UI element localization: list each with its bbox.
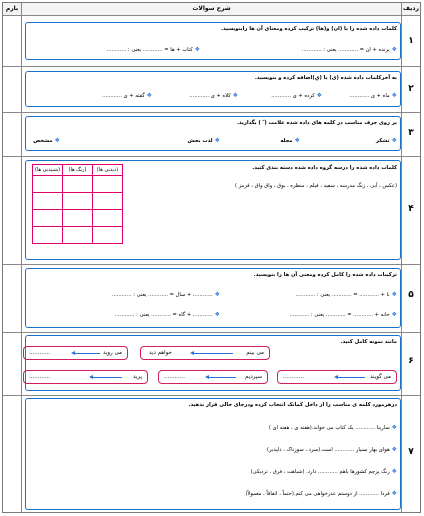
question-prompt: به آخرکلمات داده شده (ی) یا (یِ)اضافه کرده و بنویسید. [254, 75, 397, 81]
question-box [25, 335, 401, 391]
question-4-row [3, 156, 420, 265]
question-number: ۶ [408, 356, 414, 366]
question-box [25, 398, 401, 510]
question-item: ❖ تشکر [376, 137, 397, 144]
question-2-row [3, 66, 420, 113]
question-item: ❖ فردا ............ از دوستم عذرخواهی می کنم.(حتماً ، اتفاقاً ، معمولاً) [245, 490, 397, 497]
question-prompt: درهرمورد کلمه ی مناسب را از داخل کمانک انتخاب کرده ودرجای خالی قرار بدهید. [188, 402, 397, 408]
question-item: ❖ کرده + ی ............ [271, 92, 322, 99]
question-prompt: ترکیبات داده شده را کامل کرده ومعنی آن ها را بنویسید. [253, 272, 397, 278]
arrow-icon [193, 353, 233, 354]
arrow-icon [92, 377, 122, 378]
question-item: ❖ ............ + سال = ............ یعنی : ............ [111, 291, 220, 298]
question-item: ❖ کتاب + ها = ............ یعنی : ............ [106, 46, 200, 53]
question-item: ❖ نا + ............ = ............ یعنی : ............ [295, 291, 397, 298]
grouping-table [32, 164, 123, 244]
question-item: ❖ مجله [280, 137, 300, 144]
header-questions-label: شرح سوالات [22, 3, 401, 16]
question-item: ❖ کلاه + ی ............ [189, 92, 238, 99]
word-list: (عکس ، آبی ، زنگ مدرسه ، سفید ، فیلم ، منظره ، بوق ، واق واق ، قرمز ) [234, 183, 397, 189]
question-number: ۷ [408, 447, 414, 457]
question-prompt: مانند نمونه کامل کنید. [340, 339, 397, 345]
question-item: ❖ رنگ پرچم کشورها باهم ............ دارد. (شباهت ، فرق ، نزدیکی) [250, 468, 397, 475]
question-item: ❖ ............ + گاه = ............ یعنی : ............ [114, 311, 220, 318]
answer-pill: سپردیم ............ [158, 370, 268, 384]
question-7-row [3, 395, 420, 513]
question-number: ۳ [408, 128, 414, 138]
exam-sheet [2, 2, 421, 513]
question-item: ❖ خانه + ............ = ............ یعنی : ............ [289, 311, 397, 318]
question-number: ۲ [408, 84, 414, 94]
column-header: (دیدنی ها) [93, 165, 123, 176]
arrow-icon [208, 377, 236, 378]
question-item: ❖ مشخص [33, 137, 60, 144]
answer-pill: می روید ............ [23, 346, 128, 360]
question-number: ۱ [408, 36, 414, 46]
question-number: ۴ [408, 204, 414, 214]
question-1-row [3, 16, 420, 67]
arrow-icon [337, 377, 365, 378]
question-item: ❖ لذت بخش [187, 137, 220, 144]
column-header: (رنگ ها) [63, 165, 93, 176]
question-item: ❖ گفته + ی ............ [102, 92, 152, 99]
question-box [25, 268, 401, 328]
question-box [25, 160, 401, 260]
header-row-label: ردیف [402, 3, 420, 16]
question-3-row [3, 112, 420, 157]
question-prompt: کلمات داده شده را با (ان) و(ها) ترکیب کرده ومعنای آن ها رابنویسید. [221, 26, 397, 32]
answer-pill: می گویند ............ [277, 370, 397, 384]
question-box [25, 116, 401, 151]
question-6-row [3, 332, 420, 396]
question-box [25, 22, 401, 60]
question-number: ۵ [408, 290, 414, 300]
question-item: ❖ سارینا ............ یک کتاب می خواند.(هفته ی ، هفته ای ) [268, 424, 397, 431]
question-box [25, 71, 401, 107]
example-pill: می بینم خواهم دید [140, 346, 270, 360]
question-5-row [3, 264, 420, 333]
question-item: ❖ ماه + ی ............ [349, 92, 397, 99]
column-header: (شنیدنی ها) [33, 165, 63, 176]
question-item: ❖ هوای بهار بسیار ............ است.(سرد ، سوزناک ، دلپذیر) [267, 446, 397, 453]
question-item: ❖ پرنده + ان = ............ یعنی : ............ [301, 46, 397, 53]
arrow-icon [74, 353, 100, 354]
header-score-label: بارم [3, 3, 21, 16]
question-prompt: بر روی حرف مناسب در کلمه های داده شده علامت ( ّ ) بگذارید. [236, 120, 397, 126]
question-prompt: کلمات داده شده را درسه گروه داده شده دسته بندی کنید. [252, 165, 397, 171]
answer-pill: پرید ............ [23, 370, 148, 384]
